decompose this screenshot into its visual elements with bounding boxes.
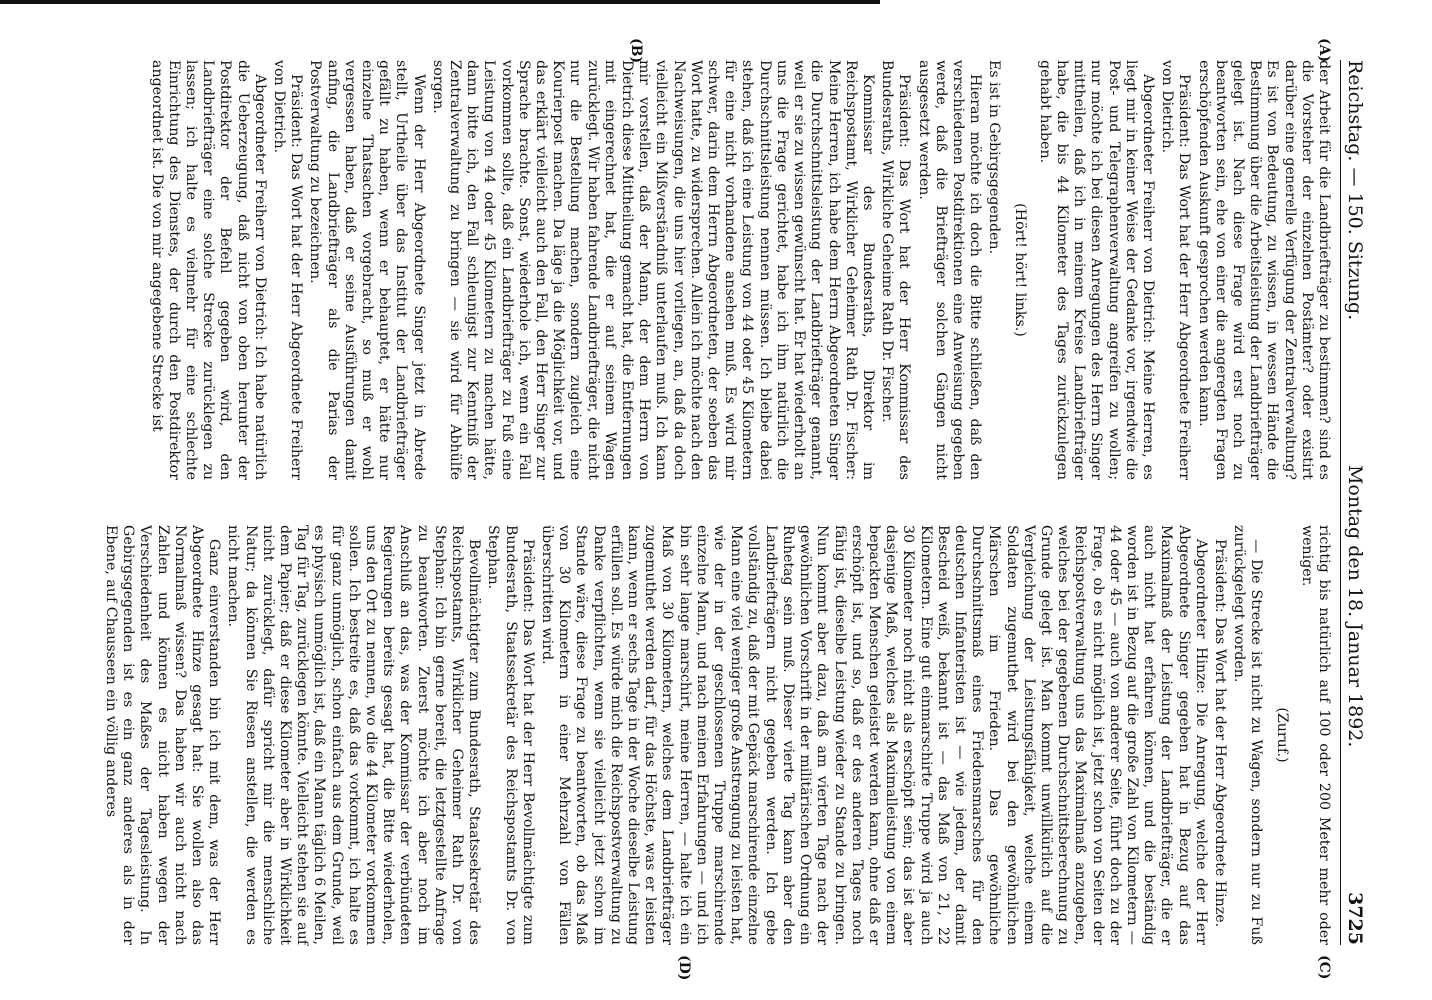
paragraph: der Arbeit für die Landbriefträger zu bestimmen? sind es die Vorsteher der einzelnen Postämter? oder existirt darüber eine generelle Verfügung der Zentralverwaltung? Es ist von Bedeutung, zu wissen, in wessen Hände die Bestimmung über die Arbeitsleistung der Landbriefträger gelegt ist. Nach diese Frage wird erst noch zu beantworten sein, ehe von einer die angeregten Fragen erschöpfenden Auskunft gesprochen werden kann. [1195, 60, 1332, 480]
text-column-left [145, 60, 1332, 480]
interjection: (Hört! hört! links.) [1011, 203, 1028, 337]
interjection: (Zuruf.) [1273, 707, 1290, 763]
speaker-line: Präsident: Das Wort hat der Herr Abgeordnete Hinze. [1211, 539, 1228, 928]
speaker-line: Präsident: Das Wort hat der Herr Abgeordnete Freiherr von Dietrich. [1159, 60, 1193, 480]
speaker-line: Präsident: Das Wort hat der Herr Abgeordnete Freiherr von Dietrich. [271, 60, 305, 480]
paragraph: Wenn der Herr Abgeordnete Singer jetzt in Abrede stellt, Urtheile über das Institut der Landbriefträger gefällt zu haben, wenn er behauptet, er hätte nur einzelne Thatsachen vorgebracht, so muß er wohl vergessen haben, daß er seine Ausführungen damit anfing, die Landbriefträger als die Parias der Postverwaltung zu bezeichnen. [307, 60, 427, 480]
paragraph: Abgeordneter Freiherr von Dietrich: Meine Herren, es liegt mir in keiner Weise der Gedanke vor, irgendwie die Post- und Telegraphenverwaltung angreifen zu wollen; nur möchte ich bei diesen Anregungen des Herrn Singer mittheilen, daß ich in meinem Kreise Landbriefträger habe, die bis 44 Kilometer des Tages zurückzulegen gehabt haben. [1036, 60, 1156, 480]
paragraph: Hieran möchte ich doch die Bitte schließen, daß den verschiedenen Postdirektionen eine Anweisung gegeben werde, daß die Briefträger solchen Gängen nicht ausgesetzt werden. [915, 60, 984, 480]
margin-marker-c: (C) [1316, 955, 1332, 980]
page-header [1340, 60, 1374, 945]
speaker-line: Präsident: Das Wort hat der Herr Bevollmächtigte zum Bundesrath, Staatssekretär des Reichspostamts Dr. von Stephan. [485, 525, 536, 945]
speaker-line: Präsident: Das Wort hat der Herr Kommissar des Bundesraths, Wirkliche Geheime Rath Dr. Fischer. [879, 60, 913, 480]
paragraph: richtig bis natürlich auf 100 oder 200 Meter mehr oder weniger. [1298, 525, 1332, 945]
margin-marker-b: (B) [628, 38, 644, 64]
paragraph: Kommissar des Bundesraths, Direktor im Reichspostamt, Wirklicher Geheimer Rath Dr. Fischer: Meine Herren, ich habe dem Herrn Abgeordneten Singer die Durchschnittsleistung der Landbriefträger genannt, weil er sie zu wissen gewünscht hat. Er hat wiederholt an uns die Frage gerichtet, habe ich ihm natürlich die Durchschnittsleistung nennen müssen. Ich bleibe dabei stehen, daß ich eine Leistung von 44 oder 45 Kilometern für eine nicht vorhandene ansehen muß. Es wird mir schwer, darin dem Herrn Abgeordneten, der soeben das Wort hatte, zu widersprechen. Allein ich möchte nach den Nachweisungen, die uns hier vorliegen, an, daß da doch vielleicht ein Mißverständniß unterlaufen muß. Ich kann mir vorstellen, daß der Mann, der dem Herrn von Dietrich diese Mittheilung gemacht hat, die Entfernungen mit eingerechnet hat, die er auf seinem Wagen zurücklegt. Wir haben fahrende Landbriefträger, die nicht nur die Bestellung machen, sondern zugleich eine Kourierpost machen. Da läge ja die Möglichkeit vor, und das erklärt vielleicht auch den Fall, den Herr Singer zur Sprache brachte. Sonst, wiederhole ich, wenn ein Fall vorkommen sollte, daß ein Landbriefträger zu Fuß eine Leistung von 44 oder 45 Kilometern zu machen hätte, dann bitte ich, den Fall schleunigst zur Kenntniß der Zentralverwaltung zu bringen — sie wird für Abhülfe sorgen. [429, 60, 876, 480]
paragraph: Bevollmächtigter zum Bundesrath, Staatssekretär des Reichspostamts, Wirklicher Geheimer Rath Dr. von Stephan: Ich bin gerne bereit, die letztgestellte Anfrage zu beantworten. Zuerst möchte ich aber noch im Anschluß an das, was der Kommissar der verbündeten Regierungen bereits gesagt hat, die Bitte wiederholen, uns den Ort zu nennen, wo die 44 Kilometer vorkommen sollen. Ich bestreite es, daß das vorkommt, ich halte es für ganz unmöglich, schon einfach aus dem Grunde, weil es physisch unmöglich ist, daß ein Mann täglich 6 Meilen, Tag für Tag, zurücklegen könnte. Vielleicht stehen sie auf dem Papier; daß er diese Kilometer aber in Wirklichkeit nicht zurücklegt, dafür spricht mir die menschliche Natur; da können Sie Riesen anstellen, die werden es nicht machen. [225, 525, 483, 945]
paragraph: Abgeordneter Hinze: Die Anregung, welche der Herr Abgeordnete Singer gegeben hat in Bezug auf das Maximalmaß der Leistung der Landbriefträger, die er auch nicht hat erfahren können, und die beständig worden ist in Bezug auf die große Zahl von Kilometern — 44 oder 45 — auch von anderer Seite, führt doch zu der Frage, ob es nicht möglich ist, jetzt schon von Seiten der Reichspostverwaltung uns das Maximalmaß anzugeben, welches bei der gegebenen Durchschnittsberechnung zu Grunde gelegt ist. Man kommt unwillkürlich auf die Vergleichung der Leistungsfähigkeit, welche einem Soldaten zugemuthet wird bei den gewöhnlichen Märschen im Frieden. Das gewöhnliche Durchschnittsmaß eines Friedensmarsches für den deutschen Infanteristen ist — wie jedem, der damit Bescheid weiß, bekannt ist — das Maß von 21, 22 Kilometern. Eine gut einmarschirte Truppe wird ja auch 30 Kilometer noch nicht als erschöpft sein; das ist aber dasjenige Maß, welches als Maximalleistung von einem bepackten Menschen geleistet werden kann, ohne daß er erschöpft ist, und so, daß er des anderen Tages noch fähig ist, dieselbe Leistung wieder zu Stande zu bringen. Nun kommt aber dazu, daß am vierten Tage nach der gewöhnlichen Vorschrift in der militärischen Ordnung ein Ruhetag sein muß. Dieser vierte Tag kann aber den Landbriefträgern nicht gegeben werden. Ich gebe vollständig zu, daß der mit Gepäck marschirende einzelne Mann eine viel weniger große Anstrengung zu leisten hat, wie der in der geschlossenen Truppe marschirende einzelne Mann, und nach meinen Erfahrungen — und ich bin sehr lange marschirt, meine Herren, — halte ich ein Maß von 30 Kilometern, welches dem Landbriefträger zugemuthet werden darf, für das Höchste, was er leisten kann, wenn er sechs Tage in der Woche dieselbe Leistung erfüllen soll. Es würde mich die Reichspostverwaltung zu Danke verpflichten, wenn sie vielleicht jetzt schon im Stande wäre, diese Frage zu beantworten, ob das Maß von 30 Kilometern in einer Mehrzahl von Fällen überschritten wird. [539, 525, 1209, 945]
margin-marker-a: (A) [1316, 38, 1332, 63]
page-number: 3725 [1344, 892, 1366, 945]
paragraph: Ganz einverstanden bin ich mit dem, was der Herr Abgeordnete Hinze gesagt hat: Sie wollen also das Normalmaß wissen? Das haben wir auch nicht nach Zahlen und können es nicht haben wegen der Verschiedenheit des Maßes der Tagesleistung. In Gebirgsgegenden ist es ein ganz anderes als in der Ebene, auf Chausseen ein völlig anderes [102, 525, 223, 945]
session-title: Reichstag. — 150. Sitzung. [1344, 60, 1366, 321]
text-column-right [100, 525, 1332, 945]
paragraph: — Die Strecke ist nicht zu Wagen, sondern nur zu Fuß zurückgelegt worden. [1231, 525, 1265, 945]
paragraph: Es ist in Gebirgsgegenden. [986, 60, 1003, 255]
session-date: Montag den 18. Januar 1892. [1344, 464, 1366, 748]
paragraph: Abgeordneter Freiherr von Dietrich: Ich habe natürlich die Ueberzeugung, daß nicht von oben herunter der Postdirektor der Befehl gegeben wird, den Landbriefträger eine solche Strecke zurücklegen zu lassen; ich halte es vielmehr für eine schlechte Einrichtung des Dienstes, der durch den Postdirektor angeordnet ist. Die von mir angegebene Strecke ist [148, 60, 268, 480]
margin-marker-d: (D) [676, 955, 692, 981]
